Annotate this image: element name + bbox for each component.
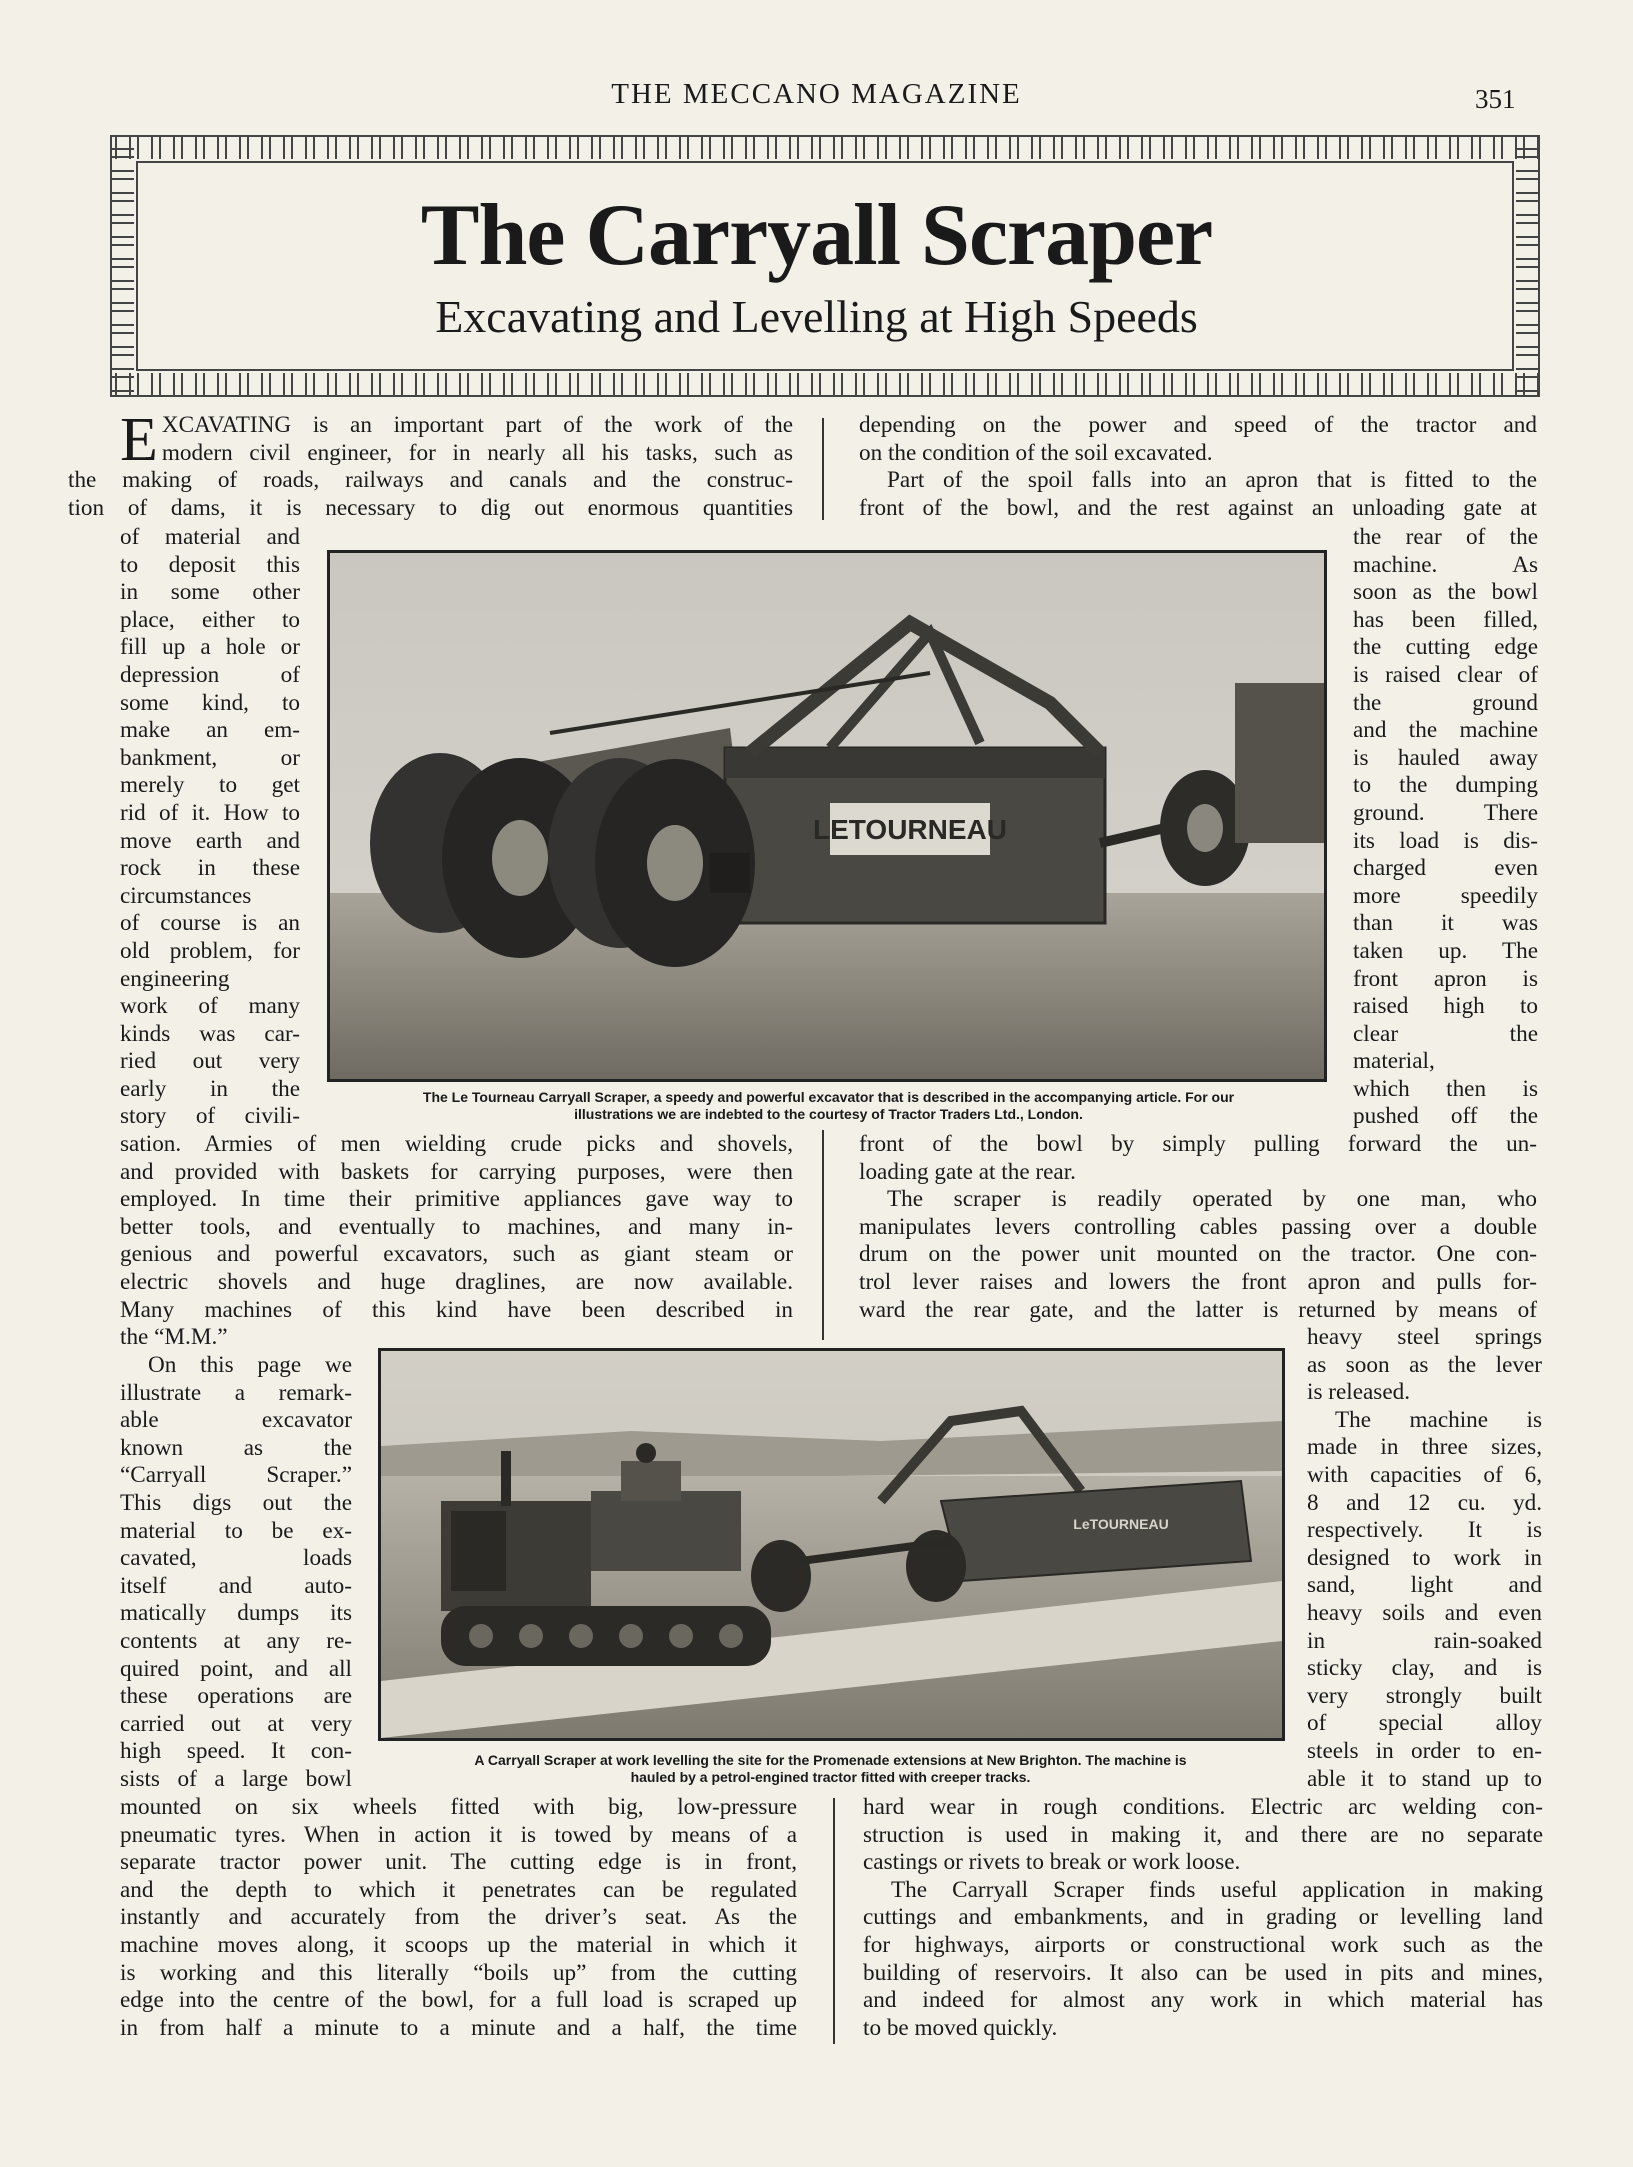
column-rule-top: [822, 418, 824, 520]
col2-mid: [859, 1131, 1537, 1324]
col1-mid: [120, 1131, 793, 1352]
column-rule-bottom: [833, 1798, 835, 2044]
caption-line: hauled by a petrol-engined tractor fitted with creeper tracks.: [630, 1769, 1031, 1785]
col1-bottom: [120, 1794, 797, 2042]
text-line: tion of dams, it is necessary to dig out enormous quantities: [68, 494, 793, 521]
text-line: early in the: [120, 1075, 300, 1102]
text-line: castings or rivets to break or work loose.: [863, 1849, 1241, 1876]
text-line: is released.: [1307, 1379, 1411, 1406]
text-line: charged even: [1353, 855, 1538, 882]
text-line: is working and this literally “boils up” from the cutting: [120, 1959, 797, 1986]
text-line: made in three sizes,: [1307, 1434, 1542, 1461]
text-line: some kind, to: [120, 689, 300, 716]
work-photo-illustration: [381, 1351, 1282, 1738]
text-line: respectively. It is: [1307, 1517, 1542, 1544]
photo2-caption: [368, 1752, 1293, 1786]
text-line: for highways, airports or constructional work such as the: [863, 1931, 1543, 1958]
text-line: the “M.M.”: [120, 1324, 228, 1351]
text-line: work of many: [120, 993, 300, 1020]
text-line: of course is an: [120, 910, 300, 937]
text-line: is hauled away: [1353, 744, 1538, 771]
text-line: machine moves along, it scoops up the material in which it: [120, 1931, 797, 1958]
text-line: make an em-: [120, 717, 300, 744]
text-line: carried out at very: [120, 1710, 352, 1737]
text-line: taken up. The: [1353, 937, 1538, 964]
text-line: known as the: [120, 1434, 352, 1461]
text-line: of material and: [120, 524, 300, 550]
text-line: contents at any re-: [120, 1627, 352, 1654]
text-line: in rain-soaked: [1307, 1627, 1542, 1654]
caption-line: A Carryall Scraper at work levelling the site for the Promenade extensions at New Brighton. The machine is: [474, 1752, 1187, 1768]
text-line: drum on the power unit mounted on the tractor. One con-: [859, 1241, 1537, 1268]
text-line: sation. Armies of men wielding crude picks and shovels,: [120, 1131, 793, 1157]
text-line: as soon as the lever: [1307, 1351, 1542, 1378]
photo1-caption: [320, 1089, 1337, 1123]
text-line: the cutting edge: [1353, 634, 1538, 661]
text-line: heavy steel springs: [1307, 1324, 1542, 1350]
text-line: genious and powerful excavators, such as giant steam or: [120, 1241, 793, 1268]
text-line: rock in these: [120, 855, 300, 882]
decal-small: LeTOURNEAU: [1073, 1516, 1169, 1532]
article-title: The Carryall Scraper: [420, 187, 1213, 284]
text-line: cuttings and embankments, and in grading or levelling land: [863, 1904, 1543, 1931]
text-line: hard wear in rough conditions. Electric arc welding con-: [863, 1794, 1543, 1820]
text-line: pushed off the: [1353, 1103, 1538, 1130]
text-line: in some other: [120, 579, 300, 606]
text-line: “Carryall Scraper.”: [120, 1462, 352, 1489]
text-line: kinds was car-: [120, 1020, 300, 1047]
text-line: in from half a minute to a minute and a half, the time: [120, 2014, 797, 2041]
text-line: able excavator: [120, 1407, 352, 1434]
text-line: move earth and: [120, 827, 300, 854]
drop-cap: E: [120, 406, 158, 474]
text-line: clear the: [1353, 1020, 1538, 1047]
text-line: and indeed for almost any work in which material has: [863, 1987, 1543, 2014]
text-line: and the depth to which it penetrates can be regulated: [120, 1876, 797, 1903]
text-line: On this page we: [148, 1352, 352, 1378]
text-line: The Carryall Scraper finds useful application in making: [891, 1876, 1543, 1903]
text-line: the ground: [1353, 689, 1538, 716]
text-line: the making of roads, railways and canals and the construc-: [68, 467, 793, 494]
text-line: to the dumping: [1353, 772, 1538, 799]
text-line: has been filled,: [1353, 606, 1538, 633]
text-line: ried out very: [120, 1048, 300, 1075]
text-line: material to be ex-: [120, 1517, 352, 1544]
text-line: mounted on six wheels fitted with big, low-pressure: [120, 1794, 797, 1820]
photo-carryall-scraper: [327, 550, 1327, 1082]
text-line: ward the rear gate, and the latter is returned by means of: [859, 1296, 1537, 1323]
text-line: its load is dis-: [1353, 827, 1538, 854]
text-line: and the machine: [1353, 717, 1538, 744]
text-line: machine. As: [1353, 551, 1538, 578]
text-line: The scraper is readily operated by one man, who: [887, 1186, 1537, 1213]
text-line: heavy soils and even: [1307, 1599, 1542, 1626]
photo-scraper-at-work: [378, 1348, 1285, 1741]
text-line: fill up a hole or: [120, 634, 300, 661]
text-line: with capacities of 6,: [1307, 1461, 1542, 1488]
caption-line: illustrations we are indebted to the courtesy of Tractor Traders Ltd., London.: [574, 1106, 1083, 1122]
text-line: matically dumps its: [120, 1600, 352, 1627]
text-line: separate tractor power unit. The cutting edge is in front,: [120, 1849, 797, 1876]
text-line: steels in order to en-: [1307, 1737, 1542, 1764]
text-line: pneumatic tyres. When in action it is towed by means of a: [120, 1821, 797, 1848]
decal-main: LETOURNEAU: [813, 814, 1007, 845]
text-line: bankment, or: [120, 744, 300, 771]
col2-top: [859, 412, 1537, 522]
text-line: and provided with baskets for carrying purposes, were then: [120, 1158, 793, 1185]
text-line: manipulates levers controlling cables passing over a double: [859, 1213, 1537, 1240]
text-line: designed to work in: [1307, 1544, 1542, 1571]
text-line: old problem, for: [120, 937, 300, 964]
text-line: which then is: [1353, 1075, 1538, 1102]
column-rule-middle: [822, 1130, 824, 1340]
text-line: to be moved quickly.: [863, 2014, 1058, 2041]
text-line: on the condition of the soil excavated.: [859, 439, 1213, 466]
text-line: high speed. It con-: [120, 1738, 352, 1765]
text-line: raised high to: [1353, 993, 1538, 1020]
text-line: more speedily: [1353, 882, 1538, 909]
text-line: The machine is: [1335, 1406, 1542, 1433]
text-line: struction is used in making it, and there are no separate: [863, 1821, 1543, 1848]
text-line: 8 and 12 cu. yd.: [1307, 1489, 1542, 1516]
text-line: illustrate a remark-: [120, 1379, 352, 1406]
text-line: place, either to: [120, 606, 300, 633]
text-line: itself and auto-: [120, 1572, 352, 1599]
text-line: This digs out the: [120, 1489, 352, 1516]
text-line: circumstances: [120, 882, 252, 909]
text-line: Part of the spoil falls into an apron that is fitted to the: [887, 467, 1537, 494]
text-line: very strongly built: [1307, 1682, 1542, 1709]
col1-top: [68, 406, 793, 522]
text-line: depending on the power and speed of the tractor and: [859, 412, 1537, 438]
scraper-photo-illustration: [330, 553, 1324, 1079]
text-line: than it was: [1353, 910, 1538, 937]
text-line: material,: [1353, 1048, 1435, 1075]
text-line: XCAVATING is an important part of the work of the: [161, 412, 793, 438]
text-line: Many machines of this kind have been described in: [120, 1296, 793, 1323]
text-line: instantly and accurately from the driver’s seat. As the: [120, 1904, 797, 1931]
text-line: able it to stand up to: [1307, 1765, 1542, 1792]
text-line: electric shovels and huge draglines, are now available.: [120, 1268, 793, 1295]
text-line: merely to get: [120, 772, 300, 799]
text-line: trol lever raises and lowers the front apron and pulls for-: [859, 1268, 1537, 1295]
text-line: front apron is: [1353, 965, 1538, 992]
text-line: the rear of the: [1353, 524, 1538, 550]
article-subtitle: Excavating and Levelling at High Speeds: [435, 291, 1198, 342]
col2-narrow-b: [1307, 1324, 1542, 1793]
running-head: THE MECCANO MAGAZINE: [611, 78, 1022, 110]
text-line: cavated, loads: [120, 1545, 352, 1572]
text-line: story of civili-: [120, 1103, 300, 1130]
text-line: modern civil engineer, for in nearly all his tasks, such as: [161, 439, 793, 466]
text-line: employed. In time their primitive appliances gave way to: [120, 1186, 793, 1213]
text-line: to deposit this: [120, 551, 300, 578]
col1-narrow-a: [120, 524, 300, 1131]
text-line: loading gate at the rear.: [859, 1158, 1076, 1185]
col2-narrow-a: [1353, 524, 1538, 1131]
text-line: engineering: [120, 965, 230, 992]
text-line: quired point, and all: [120, 1655, 352, 1682]
text-line: front of the bowl, and the rest against an unloading gate at: [859, 494, 1537, 521]
text-line: sand, light and: [1307, 1572, 1542, 1599]
text-line: front of the bowl by simply pulling forward the un-: [859, 1131, 1537, 1157]
caption-line: The Le Tourneau Carryall Scraper, a speedy and powerful excavator that is described in the accompanying article. For our: [422, 1089, 1235, 1105]
text-line: rid of it. How to: [120, 799, 300, 826]
page-number: 351: [1475, 84, 1516, 114]
col1-narrow-b: [120, 1352, 352, 1794]
text-line: better tools, and eventually to machines, and many in-: [120, 1213, 793, 1240]
text-line: sists of a large bowl: [120, 1765, 352, 1792]
text-line: ground. There: [1353, 799, 1538, 826]
text-line: soon as the bowl: [1353, 579, 1538, 606]
text-line: of special alloy: [1307, 1710, 1542, 1737]
col2-bottom: [863, 1794, 1543, 2042]
text-line: building of reservoirs. It also can be used in pits and mines,: [863, 1959, 1543, 1986]
text-line: edge into the centre of the bowl, for a full load is scraped up: [120, 1987, 797, 2014]
text-line: sticky clay, and is: [1307, 1655, 1542, 1682]
text-line: these operations are: [120, 1683, 352, 1710]
text-line: depression of: [120, 661, 300, 688]
text-line: is raised clear of: [1353, 661, 1538, 688]
